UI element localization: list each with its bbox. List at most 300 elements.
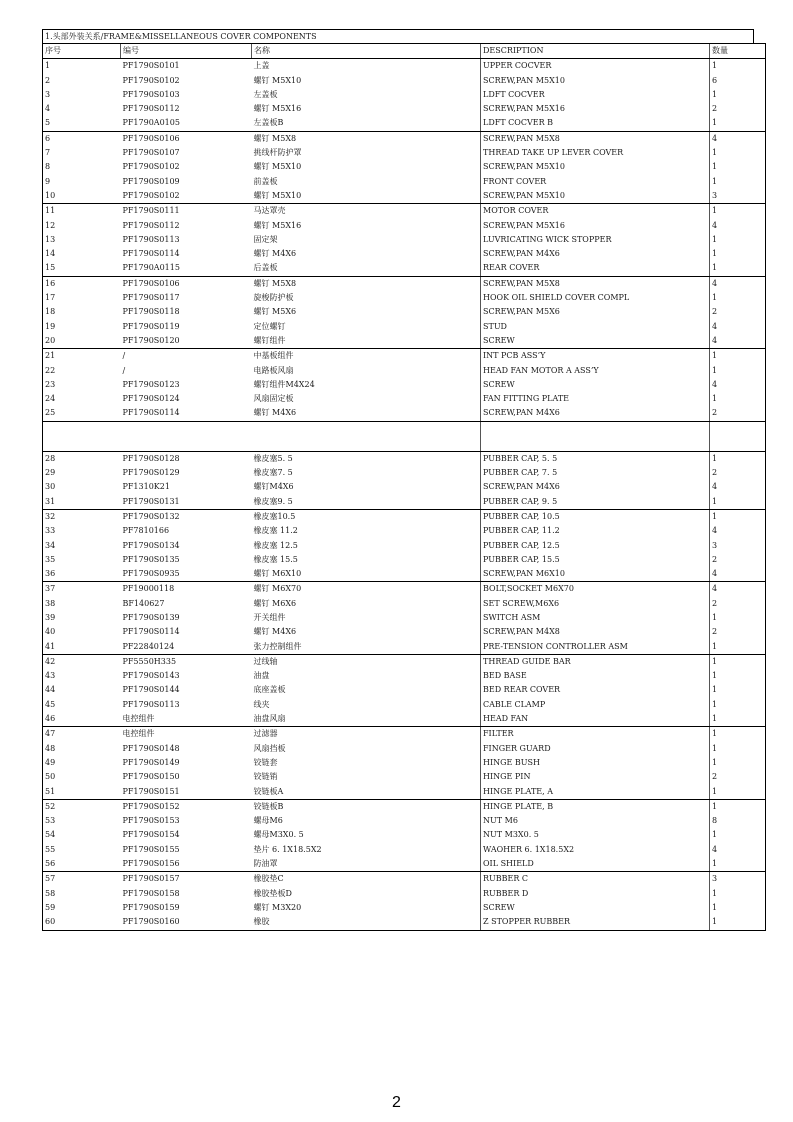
- cell-index: 31: [43, 495, 121, 510]
- table-row: [43, 872, 766, 887]
- cell-description: SCREW,PAN M4X6: [481, 480, 710, 494]
- table-row: [43, 349, 766, 364]
- cell-index: 49: [43, 756, 121, 770]
- cell-index: 30: [43, 480, 121, 494]
- cell-index: 28: [43, 451, 121, 466]
- table-row: [43, 466, 766, 480]
- cell-index: 29: [43, 466, 121, 480]
- cell-index: 10: [43, 189, 121, 204]
- cell-name: 过线轴: [253, 656, 278, 666]
- cell-index: 32: [43, 509, 121, 524]
- cell-description: RUBBER D: [481, 887, 710, 901]
- page-number: 2: [392, 1094, 401, 1111]
- cell-quantity: 1: [710, 654, 766, 669]
- cell-name: 橡胶垫板D: [253, 888, 292, 898]
- cell-quantity: 1: [710, 698, 766, 712]
- cell-index: 50: [43, 770, 121, 784]
- cell-description: Z STOPPER RUBBER: [481, 915, 710, 930]
- cell-description: HINGE BUSH: [481, 756, 710, 770]
- cell-index: 17: [43, 291, 121, 305]
- cell-name: 橡胶垫C: [253, 874, 284, 884]
- cell-description: SCREW,PAN M5X10: [481, 74, 710, 88]
- table-header-row: [43, 44, 766, 59]
- cell-quantity: 1: [710, 233, 766, 247]
- cell-index: 33: [43, 524, 121, 538]
- cell-index: 51: [43, 785, 121, 800]
- cell-index: 14: [43, 247, 121, 261]
- cell-quantity: 3: [710, 539, 766, 553]
- cell-index: 15: [43, 261, 121, 276]
- cell-index: 38: [43, 597, 121, 611]
- cell-part-number: PF1790S0102: [122, 75, 180, 85]
- cell-name: 前盖板: [253, 176, 278, 186]
- cell-part-number: PF1790S0113: [122, 699, 180, 709]
- table-row: [43, 406, 766, 421]
- cell-index: 21: [43, 349, 121, 364]
- cell-index: 53: [43, 814, 121, 828]
- cell-part-number: PF1790S0109: [122, 176, 180, 186]
- cell-index: 45: [43, 698, 121, 712]
- cell-quantity: 1: [710, 392, 766, 406]
- cell-part-number: PF1790S0101: [122, 61, 180, 71]
- cell-description: SET SCREW,M6X6: [481, 597, 710, 611]
- cell-part-number: [121, 421, 252, 451]
- cell-name: 橡胶: [252, 915, 481, 930]
- cell-part-number: PF1790S0143: [122, 671, 180, 681]
- cell-name: 螺钉 M4X6: [253, 627, 297, 637]
- cell-name: 过滤器: [253, 729, 278, 739]
- table-row: [43, 640, 766, 655]
- cell-index: 23: [43, 378, 121, 392]
- cell-part-number: PF1790S0123: [122, 379, 180, 389]
- table-row: [43, 247, 766, 261]
- cell-description: HEAD FAN: [481, 712, 710, 727]
- cell-quantity: 1: [710, 828, 766, 842]
- cell-part-number: PF19000118: [122, 584, 175, 594]
- cell-part-number: 电控组件: [121, 712, 252, 727]
- cell-description: NUT M6: [481, 814, 710, 828]
- cell-quantity: 1: [710, 901, 766, 915]
- cell-quantity: 1: [710, 349, 766, 364]
- cell-part-number: PF1310K21: [122, 482, 170, 492]
- cell-name: 张力控制组件: [252, 640, 481, 655]
- table-row: [43, 276, 766, 291]
- table-row: [43, 770, 766, 784]
- cell-quantity: 1: [710, 146, 766, 160]
- table-row: [43, 843, 766, 857]
- cell-quantity: 4: [710, 524, 766, 538]
- cell-description: SCREW,PAN M5X10: [481, 160, 710, 174]
- cell-part-number: PF1790S0128: [122, 453, 180, 463]
- header-part-number: 编号: [121, 44, 252, 59]
- cell-name: 风扇固定板: [253, 394, 294, 404]
- cell-description: INT PCB ASS’Y: [481, 349, 710, 364]
- cell-name: 螺钉组件: [252, 334, 481, 349]
- cell-name: 螺钉M4X6: [253, 482, 294, 492]
- cell-name: 螺钉组件M4X24: [253, 379, 315, 389]
- cell-description: MOTOR COVER: [481, 204, 710, 219]
- cell-quantity: 2: [710, 597, 766, 611]
- cell-part-number: PF1790S0149: [122, 757, 180, 767]
- cell-index: 36: [43, 567, 121, 582]
- table-row: [43, 219, 766, 233]
- cell-index: 7: [43, 146, 121, 160]
- cell-name: 螺钉 M6X10: [252, 567, 481, 582]
- parts-sheet: [42, 29, 754, 931]
- cell-quantity: 1: [710, 915, 766, 930]
- cell-description: SCREW,PAN M4X8: [481, 625, 710, 639]
- table-row: [43, 915, 766, 930]
- cell-part-number: PF1790S0119: [122, 321, 180, 331]
- cell-description: PRE-TENSION CONTROLLER ASM: [481, 640, 710, 655]
- cell-part-number: PF1790S0152: [122, 801, 180, 811]
- table-row: [43, 742, 766, 756]
- cell-quantity: 2: [710, 553, 766, 567]
- table-row: [43, 189, 766, 204]
- cell-name: 螺钉 M4X6: [252, 406, 481, 421]
- cell-name: 橡皮塞7. 5: [253, 468, 293, 478]
- cell-quantity: 1: [710, 495, 766, 510]
- cell-quantity: 1: [710, 640, 766, 655]
- cell-description: HEAD FAN MOTOR A ASS’Y: [481, 364, 710, 378]
- table-row: [43, 727, 766, 742]
- cell-description: [481, 421, 710, 451]
- cell-index: 35: [43, 553, 121, 567]
- cell-index: [43, 421, 121, 451]
- cell-index: 46: [43, 712, 121, 727]
- cell-index: 43: [43, 669, 121, 683]
- cell-quantity: 2: [710, 406, 766, 421]
- cell-part-number: PF1790S0935: [121, 567, 252, 582]
- cell-description: SCREW,PAN M5X6: [481, 305, 710, 319]
- cell-quantity: 4: [710, 320, 766, 334]
- table-row: [43, 480, 766, 494]
- cell-name: 左盖板: [253, 89, 278, 99]
- table-row: [43, 785, 766, 800]
- cell-quantity: 1: [710, 59, 766, 74]
- cell-name: 防油罩: [252, 857, 481, 872]
- table-row: [43, 901, 766, 915]
- cell-description: BOLT,SOCKET M6X70: [481, 582, 710, 597]
- table-row: [43, 567, 766, 582]
- cell-description: PUBBER CAP, 9. 5: [481, 495, 710, 510]
- cell-part-number: PF1790S0148: [122, 743, 180, 753]
- cell-index: 5: [43, 116, 121, 131]
- cell-quantity: 1: [710, 247, 766, 261]
- cell-index: 18: [43, 305, 121, 319]
- cell-name: 铰链板B: [253, 801, 284, 811]
- cell-description: PUBBER CAP, 5. 5: [481, 451, 710, 466]
- cell-quantity: 4: [710, 276, 766, 291]
- cell-description: REAR COVER: [481, 261, 710, 276]
- cell-description: STUD: [481, 320, 710, 334]
- cell-index: 44: [43, 683, 121, 697]
- cell-description: PUBBER CAP, 11.2: [481, 524, 710, 538]
- cell-name: 螺钉 M3X20: [253, 902, 302, 912]
- cell-quantity: 1: [710, 291, 766, 305]
- table-row: [43, 683, 766, 697]
- cell-quantity: 1: [710, 175, 766, 189]
- cell-quantity: 1: [710, 160, 766, 174]
- cell-part-number: PF1790S0114: [121, 406, 252, 421]
- section-title: 1.头部外装关系/FRAME&MISSELLANEOUS COVER COMPONENTS: [42, 29, 754, 43]
- table-row: [43, 553, 766, 567]
- cell-quantity: 1: [710, 683, 766, 697]
- cell-part-number: PF1790S0106: [122, 133, 180, 143]
- cell-index: 19: [43, 320, 121, 334]
- cell-description: WAOHER 6. 1X18.5X2: [481, 843, 710, 857]
- cell-index: 12: [43, 219, 121, 233]
- cell-index: 58: [43, 887, 121, 901]
- cell-description: PUBBER CAP, 15.5: [481, 553, 710, 567]
- cell-name: 铰链板A: [252, 785, 481, 800]
- cell-name: 螺钉 M4X6: [253, 249, 297, 259]
- cell-name: 铰链套: [253, 757, 278, 767]
- cell-quantity: 4: [710, 334, 766, 349]
- cell-index: 59: [43, 901, 121, 915]
- table-row: [43, 421, 766, 451]
- cell-index: 42: [43, 654, 121, 669]
- cell-description: SCREW,PAN M4X6: [481, 406, 710, 421]
- cell-description: SCREW,PAN M6X10: [481, 567, 710, 582]
- table-row: [43, 146, 766, 160]
- cell-name: 上盖: [253, 61, 270, 71]
- cell-index: 56: [43, 857, 121, 872]
- cell-quantity: 1: [710, 727, 766, 742]
- cell-part-number: PF1790S0144: [122, 685, 180, 695]
- cell-name: 电路板风扇: [253, 365, 294, 375]
- cell-index: 41: [43, 640, 121, 655]
- cell-quantity: 1: [710, 261, 766, 276]
- cell-index: 37: [43, 582, 121, 597]
- cell-description: LUVRICATING WICK STOPPER: [481, 233, 710, 247]
- cell-name: 橡皮塞 15.5: [253, 554, 298, 564]
- cell-quantity: 4: [710, 219, 766, 233]
- cell-quantity: 1: [710, 712, 766, 727]
- table-row: [43, 495, 766, 510]
- cell-name: 挑线杆防护罩: [253, 148, 302, 158]
- cell-part-number: BF140627: [122, 598, 165, 608]
- table-row: [43, 597, 766, 611]
- cell-description: SCREW,PAN M5X16: [481, 219, 710, 233]
- table-row: [43, 698, 766, 712]
- cell-quantity: 4: [710, 480, 766, 494]
- cell-description: LDFT COCVER B: [481, 116, 710, 131]
- cell-name: 螺母M6: [253, 816, 283, 826]
- cell-part-number: PF1790S0160: [121, 915, 252, 930]
- cell-part-number: /: [122, 351, 126, 361]
- cell-name: 螺钉 M5X10: [253, 75, 302, 85]
- cell-description: FAN FITTING PLATE: [481, 392, 710, 406]
- cell-description: SCREW,PAN M5X8: [481, 131, 710, 146]
- cell-name: 螺钉 M5X8: [253, 278, 297, 288]
- header-name: 名称: [252, 44, 481, 59]
- cell-quantity: 1: [710, 204, 766, 219]
- table-row: [43, 669, 766, 683]
- cell-part-number: PF1790S0124: [122, 394, 180, 404]
- cell-name: 风扇挡板: [253, 743, 286, 753]
- cell-quantity: 1: [710, 611, 766, 625]
- cell-description: HOOK OIL SHIELD COVER COMPL: [481, 291, 710, 305]
- cell-quantity: 4: [710, 843, 766, 857]
- table-row: [43, 204, 766, 219]
- table-row: [43, 320, 766, 334]
- cell-index: 55: [43, 843, 121, 857]
- cell-description: SCREW: [481, 334, 710, 349]
- cell-part-number: PF7810166: [122, 526, 170, 536]
- cell-quantity: 2: [710, 305, 766, 319]
- header-quantity: 数量: [710, 44, 766, 59]
- cell-index: 54: [43, 828, 121, 842]
- cell-description: HINGE PLATE, A: [481, 785, 710, 800]
- cell-quantity: 1: [710, 88, 766, 102]
- table-row: [43, 261, 766, 276]
- cell-part-number: PF1790S0157: [122, 874, 180, 884]
- cell-part-number: PF1790S0156: [121, 857, 252, 872]
- cell-quantity: 1: [710, 116, 766, 131]
- cell-description: SCREW,PAN M5X8: [481, 276, 710, 291]
- table-row: [43, 539, 766, 553]
- cell-name: 后盖板: [252, 261, 481, 276]
- cell-part-number: PF1790S0114: [122, 249, 180, 259]
- cell-name: 定位螺钉: [253, 321, 286, 331]
- cell-quantity: 1: [710, 742, 766, 756]
- cell-index: 1: [43, 59, 121, 74]
- table-row: [43, 102, 766, 116]
- cell-part-number: PF5550H335: [122, 656, 177, 666]
- cell-quantity: 2: [710, 102, 766, 116]
- cell-part-number: PF1790S0106: [122, 278, 180, 288]
- cell-name: 螺钉 M5X16: [253, 220, 302, 230]
- cell-description: NUT M3X0. 5: [481, 828, 710, 842]
- table-row: [43, 828, 766, 842]
- cell-quantity: 2: [710, 625, 766, 639]
- cell-part-number: PF1790S0102: [121, 189, 252, 204]
- parts-table-body: [43, 44, 766, 931]
- cell-part-number: PF1790S0131: [121, 495, 252, 510]
- cell-quantity: 1: [710, 785, 766, 800]
- cell-part-number: 电控组件: [122, 729, 155, 739]
- cell-description: THREAD GUIDE BAR: [481, 654, 710, 669]
- cell-description: SCREW: [481, 378, 710, 392]
- table-row: [43, 74, 766, 88]
- table-row: [43, 509, 766, 524]
- table-row: [43, 392, 766, 406]
- cell-quantity: 4: [710, 131, 766, 146]
- table-row: [43, 799, 766, 814]
- cell-description: HINGE PLATE, B: [481, 799, 710, 814]
- cell-description: SCREW,PAN M5X10: [481, 189, 710, 204]
- cell-part-number: PF1790S0129: [122, 468, 180, 478]
- cell-quantity: [710, 421, 766, 451]
- cell-name: 橡皮塞9. 5: [252, 495, 481, 510]
- cell-quantity: 1: [710, 364, 766, 378]
- cell-description: PUBBER CAP, 12.5: [481, 539, 710, 553]
- cell-description: PUBBER CAP, 10.5: [481, 509, 710, 524]
- cell-name: 左盖板B: [252, 116, 481, 131]
- cell-description: SCREW: [481, 901, 710, 915]
- cell-index: 4: [43, 102, 121, 116]
- cell-part-number: PF1790S0159: [122, 902, 180, 912]
- cell-name: 螺钉 M6X6: [253, 598, 297, 608]
- table-row: [43, 364, 766, 378]
- cell-index: 3: [43, 88, 121, 102]
- cell-part-number: PF1790S0113: [122, 234, 180, 244]
- cell-index: 34: [43, 539, 121, 553]
- cell-index: 16: [43, 276, 121, 291]
- cell-index: 57: [43, 872, 121, 887]
- cell-part-number: PF1790S0150: [122, 772, 180, 782]
- table-row: [43, 305, 766, 319]
- cell-name: 橡皮塞10.5: [253, 511, 296, 521]
- cell-description: FINGER GUARD: [481, 742, 710, 756]
- cell-description: CABLE CLAMP: [481, 698, 710, 712]
- table-row: [43, 524, 766, 538]
- cell-description: SCREW,PAN M4X6: [481, 247, 710, 261]
- cell-description: FRONT COVER: [481, 175, 710, 189]
- cell-quantity: 4: [710, 378, 766, 392]
- table-row: [43, 712, 766, 727]
- table-row: [43, 611, 766, 625]
- cell-description: RUBBER C: [481, 872, 710, 887]
- cell-index: 25: [43, 406, 121, 421]
- cell-part-number: PF1790S0114: [122, 627, 180, 637]
- cell-index: 48: [43, 742, 121, 756]
- cell-quantity: 3: [710, 189, 766, 204]
- cell-quantity: 1: [710, 799, 766, 814]
- cell-name: 线夹: [253, 699, 270, 709]
- cell-quantity: 1: [710, 669, 766, 683]
- table-row: [43, 233, 766, 247]
- cell-part-number: PF1790S0153: [122, 816, 180, 826]
- cell-part-number: PF1790A0115: [121, 261, 252, 276]
- cell-name: 中基板组件: [253, 351, 294, 361]
- cell-quantity: 2: [710, 770, 766, 784]
- cell-name: 螺钉 M5X8: [253, 133, 297, 143]
- cell-name: 螺钉 M5X10: [252, 189, 481, 204]
- cell-part-number: PF1790S0117: [122, 293, 180, 303]
- cell-part-number: PF1790S0118: [122, 307, 180, 317]
- cell-part-number: PF1790S0132: [122, 511, 180, 521]
- cell-name: 开关组件: [253, 612, 286, 622]
- cell-part-number: PF1790S0112: [122, 220, 180, 230]
- cell-part-number: PF1790S0135: [122, 554, 180, 564]
- cell-description: UPPER COCVER: [481, 59, 710, 74]
- table-row: [43, 291, 766, 305]
- cell-name: 橡皮塞 11.2: [253, 526, 298, 536]
- table-row: [43, 814, 766, 828]
- cell-description: FILTER: [481, 727, 710, 742]
- cell-index: 47: [43, 727, 121, 742]
- cell-index: 39: [43, 611, 121, 625]
- cell-description: THREAD TAKE UP LEVER COVER: [481, 146, 710, 160]
- table-row: [43, 625, 766, 639]
- table-row: [43, 857, 766, 872]
- cell-index: 6: [43, 131, 121, 146]
- table-row: [43, 88, 766, 102]
- cell-part-number: PF1790S0103: [122, 89, 180, 99]
- cell-part-number: PF1790S0151: [121, 785, 252, 800]
- cell-index: 11: [43, 204, 121, 219]
- cell-name: 旋梭防护板: [253, 293, 294, 303]
- table-row: [43, 334, 766, 349]
- cell-part-number: PF22840124: [121, 640, 252, 655]
- cell-index: 24: [43, 392, 121, 406]
- cell-quantity: 1: [710, 887, 766, 901]
- cell-quantity: 6: [710, 74, 766, 88]
- cell-name: 油盘: [253, 671, 270, 681]
- cell-index: 60: [43, 915, 121, 930]
